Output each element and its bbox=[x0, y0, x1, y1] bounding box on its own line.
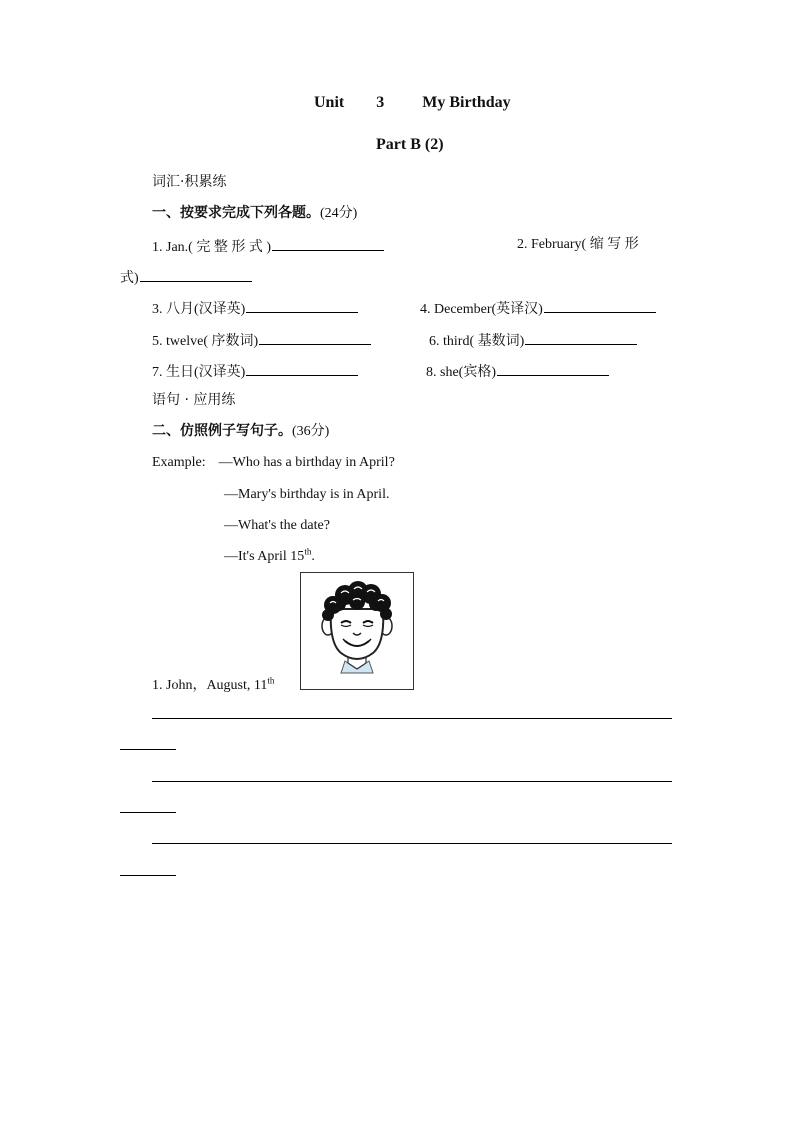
question-8 bbox=[426, 361, 609, 382]
question-6 bbox=[429, 330, 637, 351]
example-line-3: —What's the date? bbox=[224, 518, 330, 533]
answer-line-2-cont[interactable] bbox=[120, 812, 176, 813]
question-7 bbox=[152, 361, 358, 382]
question-5 bbox=[152, 330, 371, 351]
question-3 bbox=[152, 298, 358, 319]
smiling-boy-icon bbox=[301, 573, 413, 689]
example-label: Example: bbox=[152, 455, 206, 470]
question-3-text: 3. 八月(汉译英) bbox=[152, 302, 246, 317]
example-line-4-sup: th bbox=[304, 546, 312, 557]
section2-task-text: 二、仿照例子写句子。 bbox=[152, 423, 292, 439]
question-4-text: 4. December(英译汉) bbox=[420, 302, 543, 317]
answer-blank-1[interactable] bbox=[272, 236, 384, 251]
exercise-item-1-sup: th bbox=[267, 675, 275, 686]
question-1-text: 1. Jan.( 完 整 形 式 ) bbox=[152, 240, 271, 255]
answer-line-1-cont[interactable] bbox=[120, 749, 176, 750]
question-7-text: 7. 生日(汉译英) bbox=[152, 365, 246, 380]
exercise-item-1-text: 1. John，August, 11 bbox=[152, 678, 268, 693]
question-5-text: 5. twelve( 序数词) bbox=[152, 334, 259, 349]
question-1 bbox=[152, 236, 384, 257]
answer-blank-5[interactable] bbox=[259, 330, 371, 345]
answer-blank-8[interactable] bbox=[497, 361, 609, 376]
answer-line-1[interactable] bbox=[152, 718, 672, 719]
section2-task bbox=[152, 422, 329, 441]
page-title bbox=[314, 94, 511, 112]
exercise-item-1 bbox=[152, 677, 274, 695]
smiling-boy-picture bbox=[300, 572, 414, 690]
title-number: 3 bbox=[376, 94, 385, 111]
example-line-2: —Mary's birthday is in April. bbox=[224, 487, 390, 502]
title-name: My Birthday bbox=[422, 94, 511, 111]
answer-blank-2[interactable] bbox=[140, 267, 252, 282]
section1-heading: 词汇·积累练 bbox=[152, 174, 227, 190]
example-line-4-text: —It's April 15 bbox=[224, 549, 305, 564]
section1-task bbox=[152, 204, 357, 223]
answer-line-3[interactable] bbox=[152, 843, 672, 844]
answer-blank-6[interactable] bbox=[525, 330, 637, 345]
question-2-text: 2. February( 缩 写 形 bbox=[517, 237, 639, 252]
answer-blank-3[interactable] bbox=[246, 298, 358, 313]
section2-heading: 语句 · 应用练 bbox=[152, 392, 236, 408]
answer-blank-4[interactable] bbox=[544, 298, 656, 313]
question-6-text: 6. third( 基数词) bbox=[429, 334, 525, 349]
answer-line-2[interactable] bbox=[152, 781, 672, 782]
example-line-1 bbox=[152, 454, 395, 472]
page-subtitle: Part B (2) bbox=[376, 136, 444, 153]
title-unit: Unit bbox=[314, 94, 345, 111]
answer-line-3-cont[interactable] bbox=[120, 875, 176, 876]
question-2 bbox=[517, 236, 639, 254]
question-4 bbox=[420, 298, 656, 319]
question-8-text: 8. she(宾格) bbox=[426, 365, 496, 380]
section1-task-text: 一、按要求完成下列各题。 bbox=[152, 205, 320, 221]
section2-score: (36分) bbox=[292, 424, 330, 439]
section1-score: (24分) bbox=[320, 206, 358, 221]
question-2-text-cont: 式) bbox=[120, 271, 139, 286]
example-line-4-end: . bbox=[311, 549, 315, 564]
answer-blank-7[interactable] bbox=[246, 361, 358, 376]
question-2-cont bbox=[120, 267, 252, 288]
example-line-4 bbox=[224, 548, 315, 566]
example-question: —Who has a birthday in April? bbox=[218, 455, 395, 470]
